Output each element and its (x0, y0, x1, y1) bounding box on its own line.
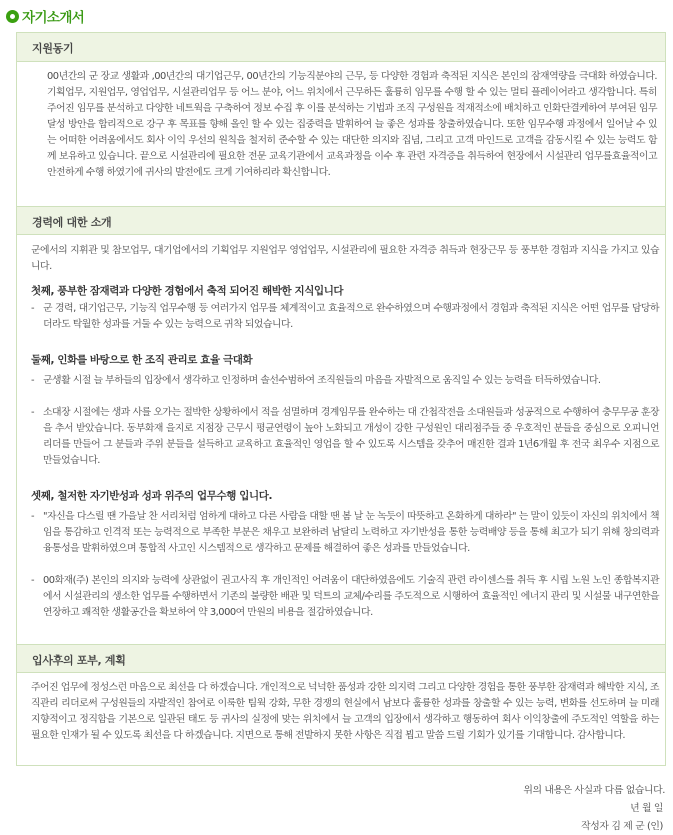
section-heading: 경력에 대한 소개 (32, 216, 112, 229)
career-intro: 군에서의 지휘관 및 참모업무, 대기업에서의 기획업무 지원업무 영업업무, 시설관리에 필요한 자격증 취득과 현장근무 등 풍부한 경험과 지식을 가지고 있습니다. (31, 245, 659, 272)
footer-signature: 작성자 김 제 군 (인) (581, 821, 663, 832)
circle-bullet-icon (6, 10, 19, 23)
career-item-title: 셋째, 철저한 자기반성과 성과 위주의 업무수행 입니다. (31, 490, 273, 502)
career-item-title: 둘째, 인화를 바탕으로 한 조직 관리로 효율 극대화 (31, 354, 253, 366)
career-bullet: - 소대장 시절에는 생과 사를 오가는 절박한 상황하에서 적을 섬멸하며 경계임무를 완수하는 대 간첩작전을 소대원들과 성공적으로 수행하여 충무무공 훈장을 추서 받았습니다. 동부화재 을지로 지점장 근무시 평균연령이 높아 노화되고 개성이 강한 구성원인 대리점주들 중 우호적인 분들을 중심으로 오피니언 리더를 만들어 그 분들과 주위 분들을 설득하고 교육하고 효율적인 영업을 할 수 있도록 시스템을 갖추어 매진한 결과 1년6개월 후 전국 최우수 지점으로 만들었습니다. (31, 407, 659, 466)
page-title-text: 자기소개서 (22, 10, 85, 26)
career-bullet: - 군 경력, 대기업근무, 기능직 업무수행 등 여러가지 업무를 체계적이고 효율적으로 완수하였으며 수행과정에서 경험과 축적된 지식은 어떤 업무를 담당하더라도 탁월한 성과를 거둘 수 있는 능력으로 귀착 되었습니다. (31, 303, 659, 330)
motivation-body: 00년간의 군 장교 생활과 ,00년간의 대기업근무, 00년간의 기능직분야의 근무, 등 다양한 경험과 축적된 지식은 본인의 잠재역량을 극대화 하였습니다. 기획업무, 지원업무, 영업업무, 시설관리업무 등 어느 분야, 어느 위치에서 근무하든 훌륭히 임무를 수행 할 수 있는 멀티 플레이어라고 생각합니다. 특히 주어진 임무를 분석하고 다양한 네트웍을 구축하여 정보 수집 후 이를 분석하는 기법과 조직 구성원을 적재적소에 배치하고 인화단결케하여 부여된 임무달성 방안을 합리적으로 강구 후 목표를 향해 올인 할 수 있는 집중력을 발휘하여 늘 좋은 성과를 창출하였습니다. 또한 임무수행 과정에서 일어날 수 있는 어떠한 어려움에서도 회사 이익 우선의 원칙을 철저히 준수할 수 있는 대단한 의지와 집념, 그리고 고객 마인드로 고객을 감동시킬 수 있는 능력도 함께 보유하고 있습니다. 끝으로 시설관리에 필요한 전문 교육기관에서 교육과정을 이수 후 관련 자격증을 취득하여 현장에서 시설관리 업무를효율적이고 안전하게 수행 하였기에 귀사의 발전에도 크게 기여하리라 확신합니다. (47, 71, 657, 178)
section-header-career (17, 206, 665, 235)
page-title (6, 6, 84, 26)
section-header-aspiration (17, 644, 665, 673)
career-bullet: - 00화재(주) 본인의 의지와 능력에 상관없이 권고사직 후 개인적인 어려움이 대단하였음에도 기술직 관련 라이센스를 취득 후 시립 노원 노인 종합복지관에서 시설관리의 생소한 업무를 수행하면서 기존의 불량한 배관 및 덕트의 교체/수리를 주도적으로 시행하여 효율적인 에너지 관리 및 시설물 내구연한을 연장하고 쾌적한 생활공간을 확보하여 약 3,000여 만원의 비용을 절감하였습니다. (31, 575, 659, 618)
career-bullet: - 군생활 시절 늘 부하들의 입장에서 생각하고 인정하며 솔선수범하여 조직원들의 마음을 자발적으로 움직일 수 있는 능력을 터득하였습니다. (31, 375, 601, 386)
section-header-motivation (17, 33, 665, 62)
career-item-title: 첫째, 풍부한 잠재력과 다양한 경험에서 축적 되어진 해박한 지식입니다 (31, 285, 344, 297)
career-bullet: - "자신을 다스릴 땐 가을날 찬 서리처럼 엄하게 대하고 다른 사람을 대할 땐 봄 날 눈 녹듯이 따뜻하고 온화하게 대하라" 는 말이 있듯이 자신의 위치에서 책임을 통감하고 인격적 또는 능력적으로 부족한 부분은 채우고 보완하려 남달리 노력하고 자기반성을 통한 능력배양 등을 통해 최고가 되기 위해 창의력과 융통성을 발휘하였으며 통합적 사고인 시스템적으로 생각하고 문제를 해결하여 좋은 성과를 만들었습니다. (31, 511, 659, 554)
footer-statement: 위의 내용은 사실과 다름 없습니다. (523, 785, 665, 796)
section-heading: 입사후의 포부, 계획 (32, 654, 126, 667)
resume-frame (16, 32, 666, 766)
footer-date: 년 월 일 (630, 803, 663, 814)
aspiration-body: 주어진 업무에 정성스런 마음으로 최선을 다 하겠습니다. 개인적으로 넉넉한 품성과 강한 의지력 그리고 다양한 경험을 통한 풍부한 잠재력과 해박한 지식, 조직관리 리더로써 구성원들의 자발적인 참여로 이룩한 팀웍 강화, 무한 경쟁의 현실에서 남보다 훌륭한 성과를 창출할 수 있는 능력, 변화를 선도하며 늘 미래 지향적이고 정직함을 기본으로 일관된 태도 등 귀사의 실정에 맞는 위치에서 늘 고객의 입장에서 생각하고 행동하여 회사 이익창출에 주도적인 역할을 하는 필요한 인재가 될 수 있도록 최선을 다 하겠습니다. 지면으로 통해 전발하지 못한 사항은 직접 뵙고 말씀 드릴 기회가 있기를 기대합니다. 감사합니다. (31, 682, 659, 741)
section-heading: 지원동기 (32, 42, 74, 55)
